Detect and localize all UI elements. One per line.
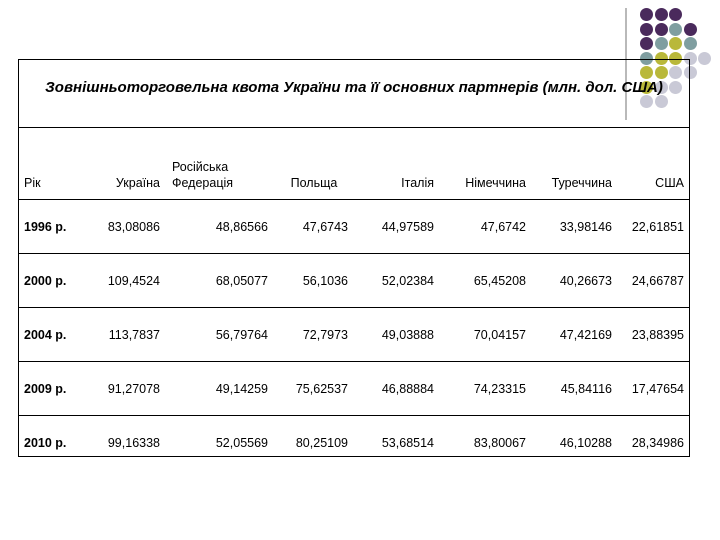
- cell-ukraine: 91,27078: [90, 362, 166, 416]
- cell-poland: 80,25109: [274, 416, 354, 470]
- cell-germany: 83,80067: [440, 416, 532, 470]
- decorative-dot: [698, 52, 711, 65]
- column-header-italy: Італія: [401, 176, 434, 190]
- cell-italy: 46,88884: [354, 362, 440, 416]
- cell-italy: 49,03888: [354, 308, 440, 362]
- cell-germany: 65,45208: [440, 254, 532, 308]
- column-header-usa: США: [655, 176, 684, 190]
- decorative-dot: [655, 8, 668, 21]
- cell-germany: 70,04157: [440, 308, 532, 362]
- decorative-dot: [669, 23, 682, 36]
- cell-russia: 56,79764: [166, 308, 274, 362]
- table-row: [18, 254, 690, 308]
- cell-turkey: 33,98146: [532, 200, 618, 254]
- cell-usa: 23,88395: [618, 308, 690, 362]
- cell-year: 2010 р.: [18, 416, 90, 470]
- cell-italy: 52,02384: [354, 254, 440, 308]
- column-header-turkey: Туреччина: [551, 176, 612, 190]
- cell-year: 2009 р.: [18, 362, 90, 416]
- decorative-dot: [640, 23, 653, 36]
- cell-turkey: 46,10288: [532, 416, 618, 470]
- decorative-dot: [655, 23, 668, 36]
- cell-turkey: 45,84116: [532, 362, 618, 416]
- decorative-dot: [669, 37, 682, 50]
- cell-turkey: 47,42169: [532, 308, 618, 362]
- column-header-russia: Російська Федерація: [172, 160, 234, 190]
- cell-poland: 47,6743: [274, 200, 354, 254]
- table-header-row: [18, 128, 690, 200]
- column-header-year: Рік: [24, 176, 41, 190]
- decorative-dot: [640, 8, 653, 21]
- decorative-dot: [684, 37, 697, 50]
- cell-usa: 28,34986: [618, 416, 690, 470]
- cell-russia: 48,86566: [166, 200, 274, 254]
- table-row: [18, 362, 690, 416]
- cell-italy: 53,68514: [354, 416, 440, 470]
- cell-usa: 22,61851: [618, 200, 690, 254]
- column-header-germany: Німеччина: [465, 176, 526, 190]
- cell-usa: 24,66787: [618, 254, 690, 308]
- cell-poland: 56,1036: [274, 254, 354, 308]
- cell-ukraine: 109,4524: [90, 254, 166, 308]
- cell-ukraine: 113,7837: [90, 308, 166, 362]
- cell-year: 1996 р.: [18, 200, 90, 254]
- cell-poland: 72,7973: [274, 308, 354, 362]
- trade-quota-table: [18, 128, 690, 469]
- cell-russia: 68,05077: [166, 254, 274, 308]
- cell-year: 2000 р.: [18, 254, 90, 308]
- cell-russia: 49,14259: [166, 362, 274, 416]
- decorative-dot: [640, 37, 653, 50]
- decorative-dot: [684, 23, 697, 36]
- cell-italy: 44,97589: [354, 200, 440, 254]
- decorative-dot: [669, 8, 682, 21]
- cell-usa: 17,47654: [618, 362, 690, 416]
- cell-turkey: 40,26673: [532, 254, 618, 308]
- table-row: [18, 416, 690, 470]
- page-title: Зовнішньоторговельна квота України та її основних партнерів (млн. дол. США): [45, 79, 663, 96]
- column-header-ukraine: Україна: [115, 176, 160, 190]
- cell-poland: 75,62537: [274, 362, 354, 416]
- cell-ukraine: 99,16338: [90, 416, 166, 470]
- cell-year: 2004 р.: [18, 308, 90, 362]
- cell-ukraine: 83,08086: [90, 200, 166, 254]
- table-row: [18, 308, 690, 362]
- cell-germany: 47,6742: [440, 200, 532, 254]
- table-row: [18, 200, 690, 254]
- column-header-poland: Польща: [290, 176, 338, 190]
- cell-russia: 52,05569: [166, 416, 274, 470]
- decorative-dot: [655, 37, 668, 50]
- cell-germany: 74,23315: [440, 362, 532, 416]
